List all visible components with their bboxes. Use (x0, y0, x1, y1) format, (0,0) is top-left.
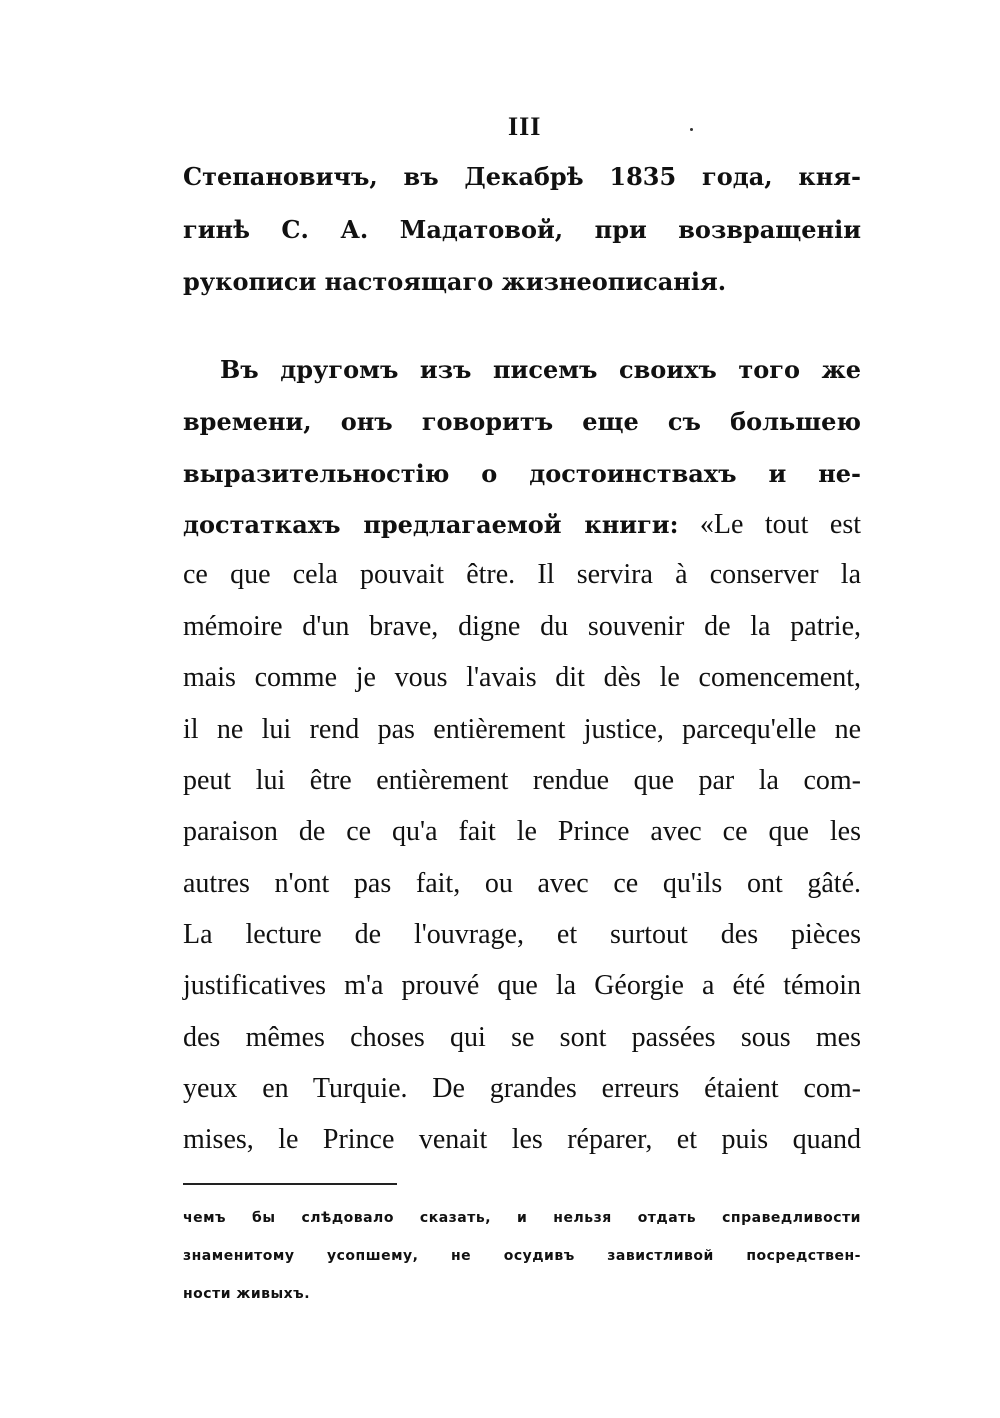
text-french: «Le tout est (699, 509, 861, 540)
text-line: ce que cela pouvait être. Il servira à conserver la (183, 559, 861, 590)
text-line: La lecture de l'ouvrage, et surtout des pièces (183, 919, 861, 950)
text-line: il ne lui rend pas entièrement justice, parcequ'elle ne (183, 714, 861, 745)
text-line: mais comme je vous l'avais dit dès le comencement, (183, 662, 861, 693)
text-line: рукописи настоящаго жизнеописанія. (183, 267, 727, 296)
text-line: peut lui être entièrement rendue que par la com- (183, 765, 861, 796)
footnote-line: чемъ бы слѣдовало сказать, и нельзя отдать справедливости (183, 1210, 861, 1226)
page-number: III (508, 112, 542, 141)
text-line: Степановичъ, въ Декабрѣ 1835 года, кня- (183, 162, 861, 191)
text-line: Въ другомъ изъ писемъ своихъ того же (220, 355, 861, 384)
text-line: yeux en Turquie. De grandes erreurs étaient com- (183, 1073, 861, 1104)
text-line: des mêmes choses qui se sont passées sous mes (183, 1022, 861, 1053)
text-line-mixed (183, 511, 861, 539)
text-line: mémoire d'un brave, digne du souvenir de la patrie, (183, 611, 861, 642)
footnote-rule (183, 1183, 397, 1185)
text-line: выразительностію о достоинствахъ и не- (183, 459, 861, 488)
text-line: justificatives m'a prouvé que la Géorgie a été témoin (183, 970, 861, 1001)
text-line: гинѣ С. А. Мадатовой, при возвращеніи (183, 215, 861, 244)
text-line: времени, онъ говоритъ еще съ большею (183, 407, 861, 436)
text-cyrillic: достаткахъ предлагаемой книги: (183, 510, 679, 539)
print-speck (690, 128, 693, 131)
text-line: paraison de ce qu'a fait le Prince avec ce que les (183, 816, 861, 847)
footnote-line: ности живыхъ. (183, 1286, 311, 1302)
footnote-line: знаменитому усопшему, не осудивъ завистливой посредствен- (183, 1248, 861, 1264)
text-line: autres n'ont pas fait, ou avec ce qu'ils ont gâté. (183, 868, 861, 899)
text-line: mises, le Prince venait les réparer, et puis quand (183, 1124, 861, 1155)
